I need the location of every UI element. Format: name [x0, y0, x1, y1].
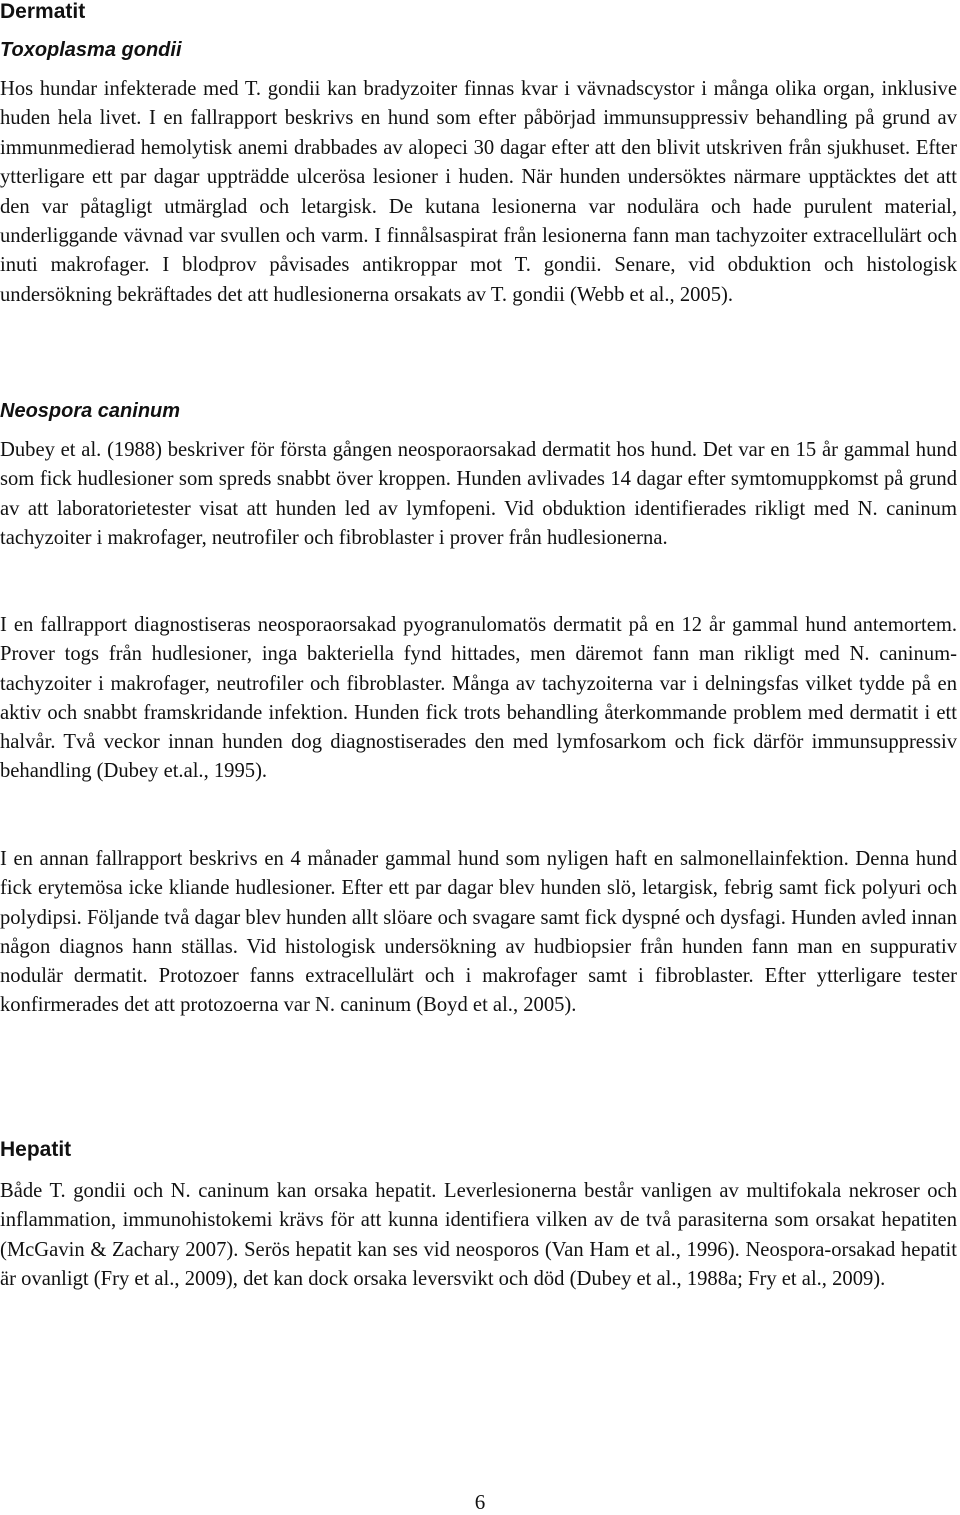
paragraph-neospora-1: Dubey et al. (1988) beskriver för första gången neosporaorsakad dermatit hos hund. Det var en 15 år gammal hund som fick hudlesioner som spreds snabbt över kroppen. Hunden avlivades 14 dagar efter symtomuppkomst på grund av att laboratorietester visat att hunden led av lymfopeni. Vid obduktion identifierades rikligt med N. caninum tachyzoiter i makrofager, neutrofiler och fibroblaster i prover från hudlesionerna. — [0, 439, 957, 549]
section-heading-hepatit: Hepatit — [0, 1138, 72, 1161]
subheading-neospora-caninum: Neospora caninum — [0, 400, 181, 422]
subheading-toxoplasma-gondii: Toxoplasma gondii — [0, 39, 182, 61]
paragraph-neospora-3: I en annan fallrapport beskrivs en 4 månader gammal hund som nyligen haft en salmonellainfektion. Denna hund fick erytemösa icke kliande hudlesioner. Efter ett par dagar blev hunden slö, letargisk, febrig samt fick polyuri och polydipsi. Följande två dagar blev hunden allt slöare och svagare samt fick dyspné och dysfagi. Hunden avled innan någon diagnos hann ställas. Vid histologisk undersökning av hudbiopsier från hunden fann man en suppurativ nodulär dermatit. Protozoer fanns extracellulärt och i makrofager samt i fibroblaster. Efter ytterligare tester konfirmerades det att protozoerna var N. caninum (Boyd et al., 2005). — [0, 848, 957, 1017]
section-heading-dermatit: Dermatit — [0, 0, 86, 23]
page-number: 6 — [474, 1490, 486, 1514]
paragraph-hepatit: Både T. gondii och N. caninum kan orsaka hepatit. Leverlesionerna består vanligen av multifokala nekroser och inflammation, immunohistokemi krävs för att kunna identifiera vilken av de två parasiterna som orsakat hepatiten (McGavin & Zachary 2007). Serös hepatit kan ses vid neosporos (Van Ham et al., 1996). Neospora-orsakad hepatit är ovanligt (Fry et al., 2009), det kan dock orsaka leversvikt och död (Dubey et al., 1988a; Fry et al., 2009). — [0, 1180, 957, 1290]
paragraph-toxoplasma: Hos hundar infekterade med T. gondii kan bradyzoiter finnas kvar i vävnadscystor i många olika organ, inklusive huden hela livet. I en fallrapport beskrivs en hund som efter påbörjad immunsuppressiv behandling på grund av immunmedierad hemolytisk anemi drabbades av alopeci 30 dagar efter att den blivit utskriven från sjukhuset. Efter ytterligare ett par dagar uppträdde ulcerösa lesioner i huden. När hunden undersöktes närmare upptäcktes det att den var påtagligt utmärglad och letargisk. De kutana lesionerna var nodulära och hade purulent material, underliggande vävnad var svullen och varm. I finnålsaspirat från lesionerna fann man tachyzoiter extracellulärt och inuti makrofager. I blodprov påvisades antikroppar mot T. gondii. Senare, vid obduktion och histologisk undersökning bekräftades det att hudlesionerna orsakats av T. gondii (Webb et al., 2005). — [0, 78, 957, 306]
paragraph-neospora-2: I en fallrapport diagnostiseras neosporaorsakad pyogranulomatös dermatit på en 12 år gammal hund antemortem. Prover togs från hudlesioner, inga bakteriella fynd hittades, men däremot fann man rikligt med N. caninum-tachyzoiter i makrofager, neutrofiler och fibroblaster. Många av tachyzoiterna var i delningsfas vilket tydde på en aktiv och snabbt framskridande infektion. Hunden fick trots behandling återkommande problem med dermatit i ett halvår. Två veckor innan hunden dog diagnostiserades den med lymfosarkom och fick därför immunsuppressiv behandling (Dubey et.al., 1995). — [0, 614, 957, 783]
